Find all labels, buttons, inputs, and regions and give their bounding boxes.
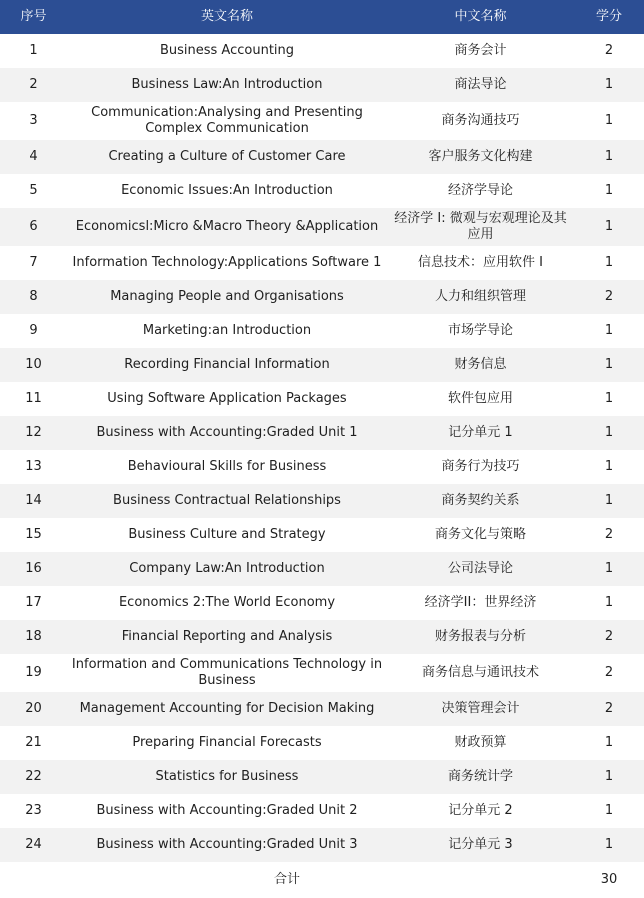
table-row <box>0 794 644 828</box>
cell-no: 12 <box>25 425 42 440</box>
cell-english-name: Business Culture and Strategy <box>128 527 326 542</box>
cell-credits: 2 <box>604 701 614 716</box>
cell-credits: 2 <box>604 665 614 680</box>
cell-credits: 1 <box>604 735 614 750</box>
cell-english-name: Economicsl:Micro &Macro Theory &Application <box>75 219 379 234</box>
table-row <box>0 102 644 140</box>
cell-no: 10 <box>25 357 42 372</box>
cell-no: 14 <box>25 493 42 508</box>
cell-credits: 1 <box>604 391 614 406</box>
cell-english-name: Business with Accounting:Graded Unit 1 <box>96 425 358 440</box>
cell-credits: 2 <box>604 289 614 304</box>
cell-english-name: Business with Accounting:Graded Unit 3 <box>96 837 358 852</box>
cell-credits: 1 <box>604 219 614 234</box>
cell-chinese-name: 经济学导论 <box>447 183 513 198</box>
table-row <box>0 450 644 484</box>
cell-no: 18 <box>25 629 42 644</box>
table-row <box>0 586 644 620</box>
cell-no: 24 <box>25 837 42 852</box>
cell-credits: 1 <box>604 561 614 576</box>
cell-english-name: Statistics for Business <box>155 769 299 784</box>
table-row <box>0 484 644 518</box>
cell-no: 16 <box>25 561 42 576</box>
table-row <box>0 348 644 382</box>
cell-english-name: Information Technology:Applications Software 1 <box>72 255 382 270</box>
cell-no: 7 <box>29 255 38 270</box>
cell-credits: 1 <box>604 595 614 610</box>
cell-credits: 1 <box>604 803 614 818</box>
cell-chinese-name: 财政预算 <box>454 735 507 750</box>
cell-english-name: Economics 2:The World Economy <box>118 595 336 610</box>
table-row <box>0 34 644 68</box>
table-row <box>0 174 644 208</box>
table-row <box>0 314 644 348</box>
cell-no: 19 <box>25 665 42 680</box>
table-body <box>0 34 644 862</box>
cell-no: 8 <box>29 289 38 304</box>
cell-credits: 1 <box>604 837 614 852</box>
table-row <box>0 208 644 246</box>
cell-credits: 1 <box>604 357 614 372</box>
cell-english-name: Business Accounting <box>159 43 295 58</box>
table-row <box>0 68 644 102</box>
cell-chinese-name: 客户服务文化构建 <box>428 149 533 164</box>
table-row <box>0 828 644 862</box>
table-footer-total <box>0 862 644 898</box>
table-row <box>0 382 644 416</box>
total-label: 合计 <box>273 872 300 887</box>
cell-no: 6 <box>29 219 38 234</box>
total-value: 30 <box>600 872 618 887</box>
cell-credits: 1 <box>604 323 614 338</box>
table-row <box>0 246 644 280</box>
cell-credits: 1 <box>604 77 614 92</box>
cell-chinese-name: 商务行为技巧 <box>441 459 520 474</box>
cell-chinese-name: 决策管理会计 <box>441 701 520 716</box>
cell-no: 20 <box>25 701 42 716</box>
cell-no: 5 <box>29 183 38 198</box>
cell-chinese-name: 商法导论 <box>454 77 507 92</box>
cell-chinese-name: 商务信息与通讯技术 <box>421 665 539 680</box>
cell-credits: 1 <box>604 425 614 440</box>
cell-chinese-name: 财务报表与分析 <box>434 629 526 644</box>
cell-no: 2 <box>29 77 38 92</box>
cell-credits: 1 <box>604 459 614 474</box>
cell-chinese-name: 商务文化与策略 <box>434 527 526 542</box>
cell-english-name: Using Software Application Packages <box>107 391 347 406</box>
table-row <box>0 726 644 760</box>
cell-credits: 1 <box>604 769 614 784</box>
cell-chinese-name: 财务信息 <box>454 357 507 372</box>
cell-english-name: Management Accounting for Decision Making <box>79 701 375 716</box>
table-row <box>0 760 644 794</box>
table-row <box>0 140 644 174</box>
cell-chinese-name: 软件包应用 <box>447 391 513 406</box>
table-header <box>0 0 644 34</box>
header-credits: 学分 <box>595 9 622 24</box>
cell-english-name: Financial Reporting and Analysis <box>121 629 333 644</box>
cell-chinese-name: 记分单元 3 <box>448 837 513 852</box>
cell-chinese-name: 记分单元 1 <box>448 425 513 440</box>
cell-chinese-name: 人力和组织管理 <box>434 289 526 304</box>
cell-english-name: Preparing Financial Forecasts <box>132 735 322 750</box>
cell-no: 23 <box>25 803 42 818</box>
cell-english-name: Managing People and Organisations <box>110 289 344 304</box>
cell-english-name: Creating a Culture of Customer Care <box>108 149 346 164</box>
header-chinese-name: 中文名称 <box>454 9 507 24</box>
cell-credits: 1 <box>604 255 614 270</box>
cell-chinese-name: 商务会计 <box>454 43 507 58</box>
cell-no: 17 <box>25 595 42 610</box>
cell-no: 9 <box>29 323 38 338</box>
cell-credits: 1 <box>604 183 614 198</box>
table-row <box>0 518 644 552</box>
table-row <box>0 620 644 654</box>
header-no: 序号 <box>20 9 47 24</box>
cell-credits: 2 <box>604 527 614 542</box>
cell-credits: 2 <box>604 629 614 644</box>
cell-english-name: Business Law:An Introduction <box>131 77 323 92</box>
cell-english-name: Recording Financial Information <box>124 357 330 372</box>
cell-english-name: Economic Issues:An Introduction <box>121 183 333 198</box>
cell-chinese-name: 公司法导论 <box>447 561 513 576</box>
cell-chinese-name: 商务契约关系 <box>441 493 520 508</box>
cell-no: 11 <box>25 391 42 406</box>
table-row <box>0 416 644 450</box>
cell-english-name: Company Law:An Introduction <box>129 561 325 576</box>
cell-english-name: Business Contractual Relationships <box>113 493 341 508</box>
cell-no: 21 <box>25 735 42 750</box>
table-row <box>0 654 644 692</box>
cell-chinese-name: 商务统计学 <box>447 769 513 784</box>
cell-no: 4 <box>29 149 38 164</box>
cell-english-name: Business with Accounting:Graded Unit 2 <box>96 803 358 818</box>
table-row <box>0 692 644 726</box>
cell-no: 22 <box>25 769 42 784</box>
header-english-name: 英文名称 <box>200 9 253 24</box>
table-row <box>0 280 644 314</box>
cell-english-name: Information and Communications Technology in Business <box>71 657 383 688</box>
cell-chinese-name: 市场学导论 <box>447 323 513 338</box>
cell-credits: 1 <box>604 149 614 164</box>
cell-no: 1 <box>29 43 38 58</box>
cell-no: 3 <box>29 113 38 128</box>
cell-chinese-name: 商务沟通技巧 <box>441 113 520 128</box>
cell-no: 15 <box>25 527 42 542</box>
cell-credits: 2 <box>604 43 614 58</box>
cell-chinese-name: 记分单元 2 <box>448 803 513 818</box>
cell-english-name: Behavioural Skills for Business <box>127 459 327 474</box>
cell-chinese-name: 经济学II：世界经济 <box>424 595 537 610</box>
cell-english-name: Communication:Analysing and Presenting Complex Communication <box>91 105 363 136</box>
cell-credits: 1 <box>604 113 614 128</box>
cell-chinese-name: 信息技术：应用软件 I <box>418 255 543 270</box>
cell-english-name: Marketing:an Introduction <box>142 323 312 338</box>
cell-no: 13 <box>25 459 42 474</box>
cell-chinese-name: 经济学 I: 微观与宏观理论及其应用 <box>394 211 567 242</box>
cell-credits: 1 <box>604 493 614 508</box>
table-row <box>0 552 644 586</box>
